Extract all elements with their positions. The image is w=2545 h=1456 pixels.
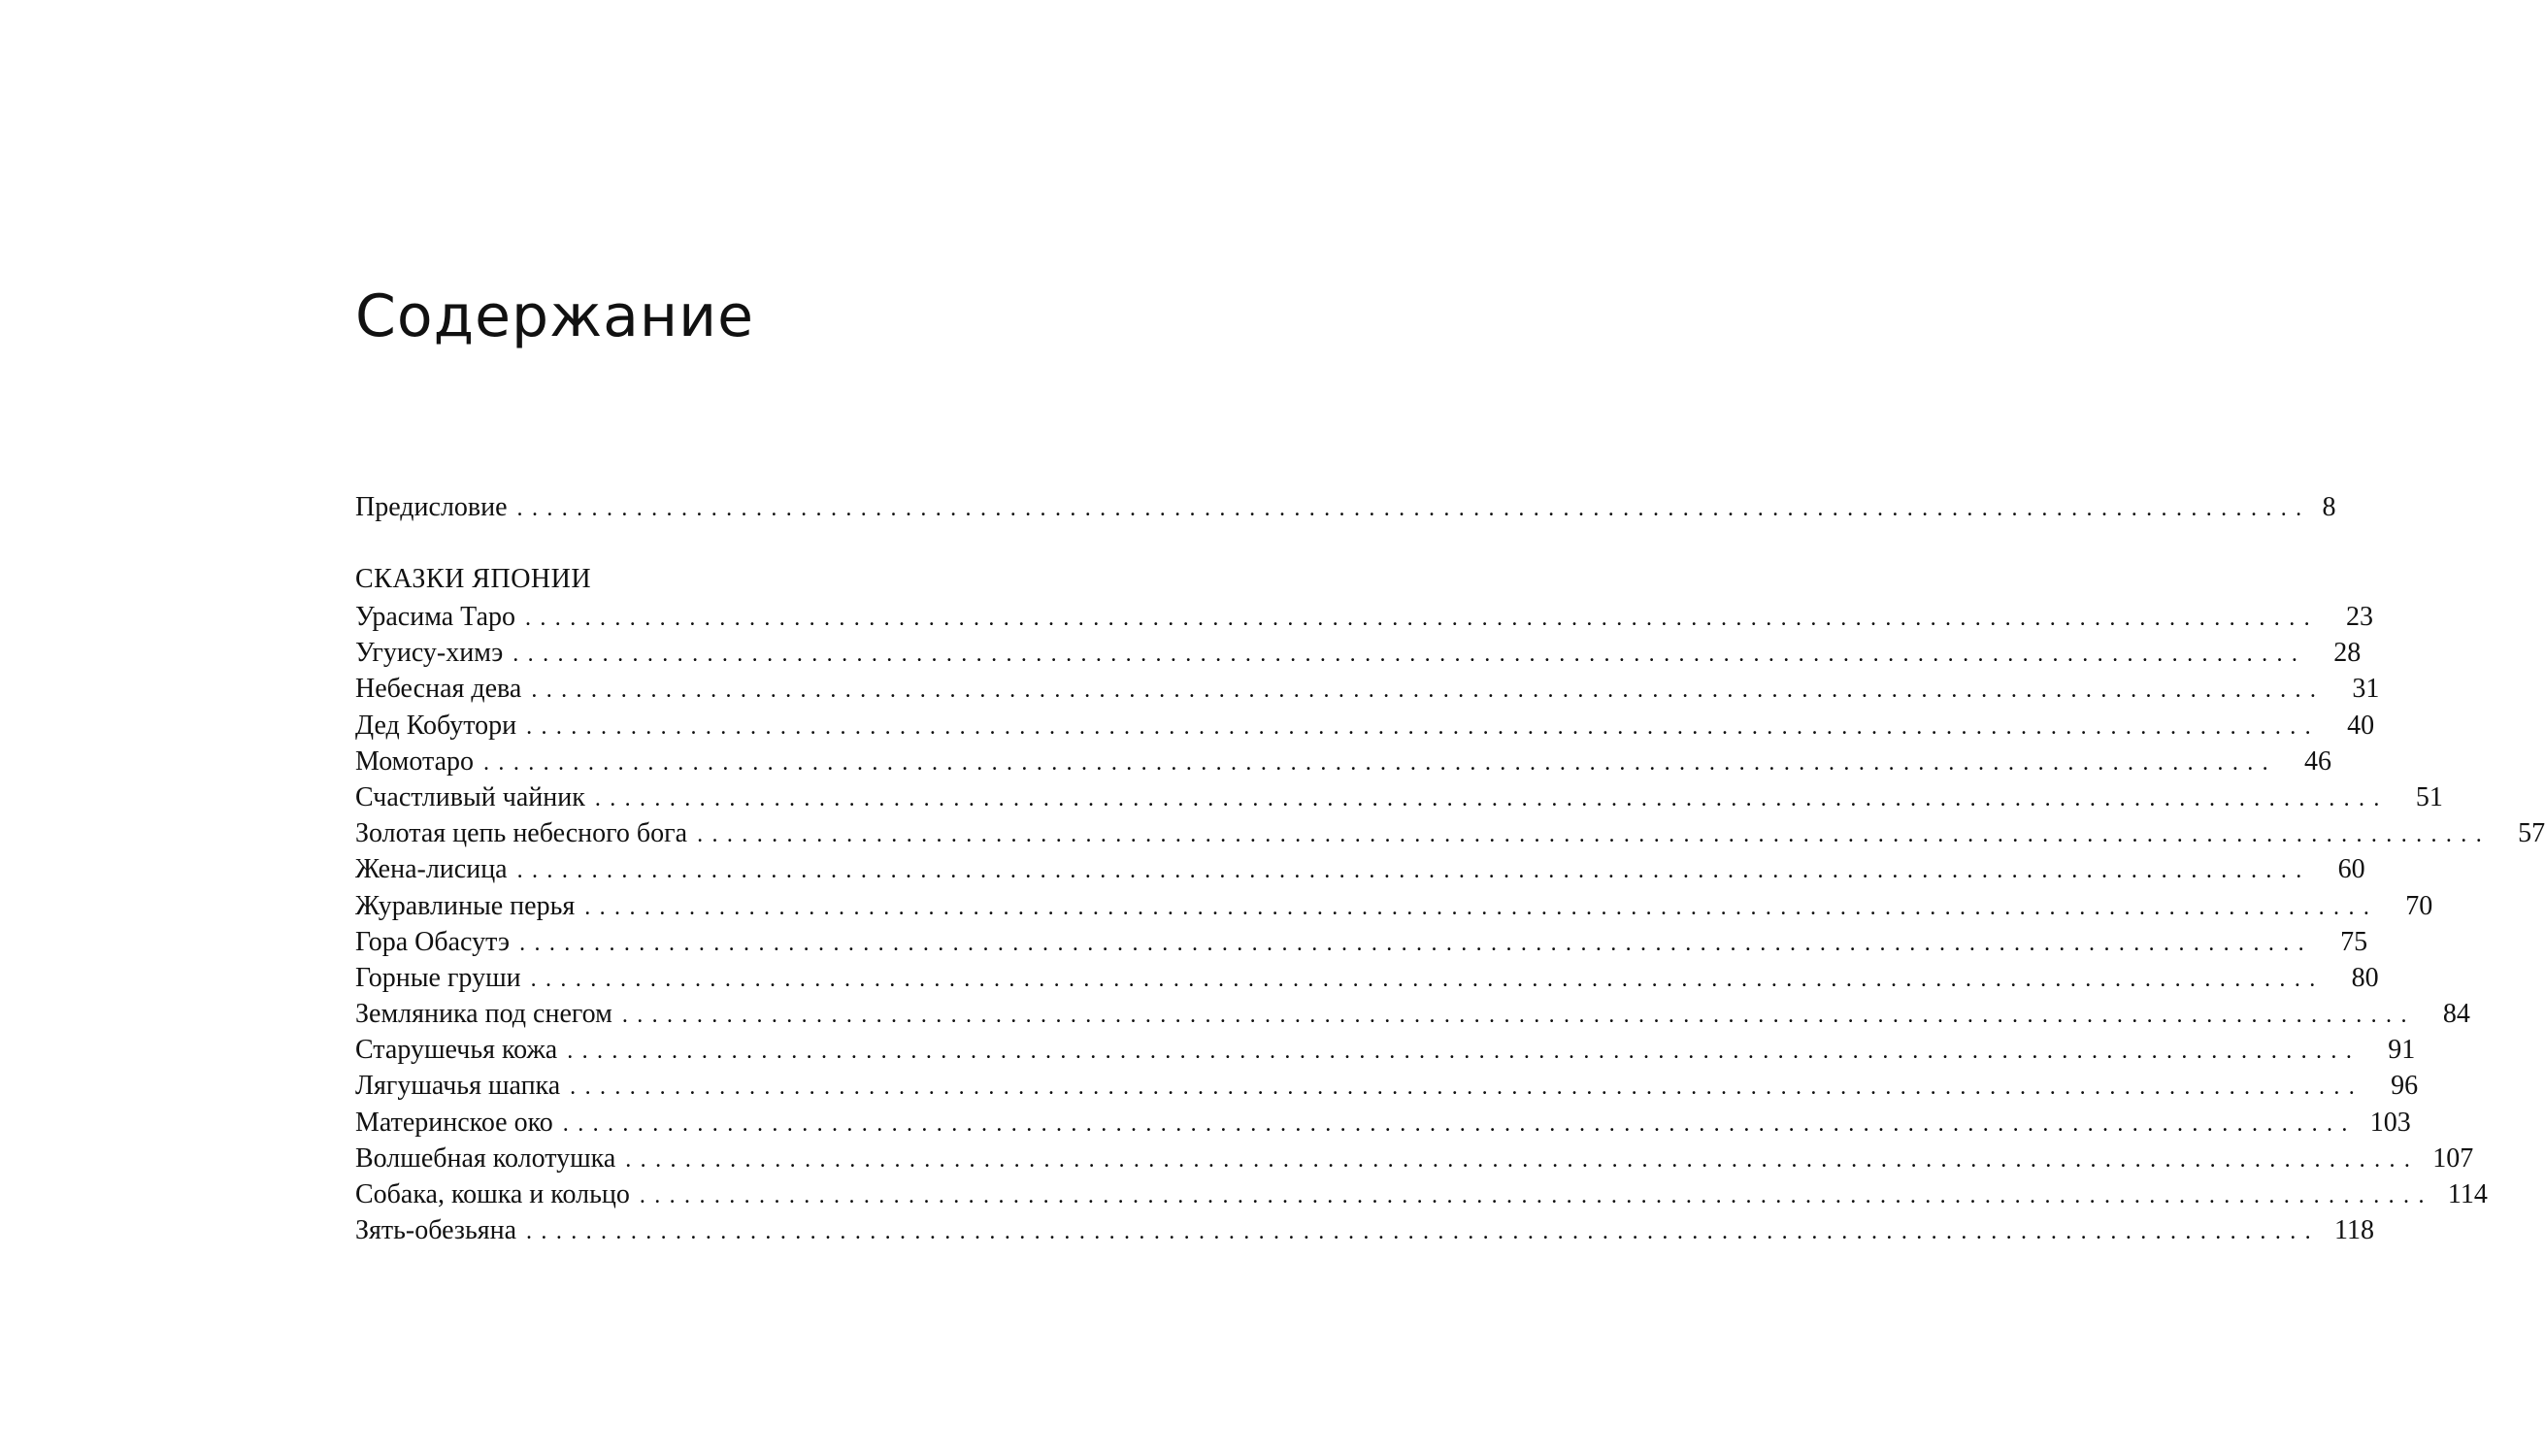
toc-entry-page: 23 xyxy=(2346,602,2373,632)
toc-entry-page: 28 xyxy=(2333,638,2362,669)
toc-section-japan xyxy=(355,560,2545,1248)
toc-entry-title: Земляника под снегом xyxy=(355,999,612,1030)
toc-entry-title: Волшебная колотушка xyxy=(355,1142,616,1174)
toc-entry[interactable] xyxy=(355,599,2373,635)
toc-entry-title: Журавлиные перья xyxy=(355,890,576,921)
dot-leader: ........................................................................................................................ xyxy=(526,713,2321,740)
toc-entry-title: Дед Кобутори xyxy=(355,710,517,741)
toc-entry-page: 96 xyxy=(2391,1071,2419,1102)
toc-entry-title: Небесная дева xyxy=(355,674,522,705)
preface-block xyxy=(355,488,2336,527)
toc-entry-title: Жена-лисица xyxy=(355,854,508,885)
toc-entry[interactable] xyxy=(355,924,2368,960)
toc-entry-page: 70 xyxy=(2405,890,2433,921)
toc-entry-page: 51 xyxy=(2415,781,2443,812)
toc-entry[interactable] xyxy=(355,888,2433,924)
toc-entry-page: 75 xyxy=(2340,926,2368,957)
dot-leader: ........................................................................................................................ xyxy=(531,678,2326,704)
toc-entry[interactable] xyxy=(355,744,2332,779)
toc-entry[interactable] xyxy=(355,1068,2419,1104)
toc-entry-title: Момотаро xyxy=(355,745,475,777)
toc-list xyxy=(355,599,2545,1248)
dot-leader: ........................................................................................................................ xyxy=(483,749,2278,776)
toc-entry-title: Зять-обезьяна xyxy=(355,1215,517,1246)
toc-entry-page: 31 xyxy=(2352,674,2380,705)
toc-entry-title: Счастливый чайник xyxy=(355,781,585,812)
toc-entry-page: 103 xyxy=(2369,1107,2411,1138)
toc-entry-title: Угуису-химэ xyxy=(355,638,504,669)
toc-entry-page: 40 xyxy=(2347,710,2375,741)
toc-entry[interactable] xyxy=(355,1176,2488,1212)
toc-entry[interactable] xyxy=(355,779,2443,815)
toc-entry-title: Гора Обасутэ xyxy=(355,926,511,957)
toc-entry-title: Собака, кошка и кольцо xyxy=(355,1179,630,1209)
toc-entry-page: 114 xyxy=(2447,1179,2488,1209)
dot-leader: ........................................................................................................................ xyxy=(584,894,2379,920)
dot-leader: ........................................................................................................................ xyxy=(570,1075,2364,1101)
toc-entry-title: Золотая цепь небесного бога xyxy=(355,818,688,849)
toc-entry[interactable] xyxy=(355,708,2375,744)
dot-leader: ........................................................................................................................ xyxy=(516,858,2311,884)
dot-leader: ........................................................................................................................ xyxy=(516,496,2311,521)
toc-entry-page: 118 xyxy=(2334,1215,2375,1246)
dot-leader: ........................................................................................................................ xyxy=(625,1146,2420,1173)
toc-entry-title: Старушечья кожа xyxy=(355,1035,558,1066)
dot-leader: ........................................................................................................................ xyxy=(639,1183,2433,1208)
toc-entry[interactable] xyxy=(355,960,2379,996)
toc-entry-title: Урасима Таро xyxy=(355,602,515,632)
toc-entry[interactable] xyxy=(355,851,2365,887)
dot-leader: ........................................................................................................................ xyxy=(567,1039,2362,1065)
dot-leader: ........................................................................................................................ xyxy=(697,822,2492,848)
toc-entry-page: 80 xyxy=(2351,962,2379,993)
toc-entry[interactable] xyxy=(355,635,2362,671)
toc-entry-page: 84 xyxy=(2442,999,2470,1030)
toc-entry-page: 57 xyxy=(2518,818,2545,849)
section-heading: СКАЗКИ ЯПОНИИ xyxy=(355,564,592,594)
dot-leader: ........................................................................................................................ xyxy=(525,606,2319,631)
toc-entry-page: 46 xyxy=(2304,745,2332,777)
toc-entry-page: 60 xyxy=(2337,854,2365,885)
toc-entry[interactable] xyxy=(355,1212,2375,1248)
toc-entry-title: Предисловие xyxy=(355,492,508,522)
toc-entry-title: Лягушачья шапка xyxy=(355,1071,561,1102)
dot-leader: ........................................................................................................................ xyxy=(562,1110,2357,1137)
dot-leader: ........................................................................................................................ xyxy=(621,1003,2416,1029)
toc-entry-page: 8 xyxy=(2322,492,2336,522)
toc-entry[interactable] xyxy=(355,1032,2416,1068)
dot-leader: ........................................................................................................................ xyxy=(526,1219,2321,1245)
page-title: Содержание xyxy=(355,282,755,350)
toc-entry[interactable] xyxy=(355,815,2545,851)
dot-leader: ........................................................................................................................ xyxy=(519,930,2314,956)
toc-entry-title: Горные груши xyxy=(355,962,521,993)
toc-entry-preface[interactable] xyxy=(355,488,2336,527)
dot-leader: ........................................................................................................................ xyxy=(594,785,2389,811)
toc-entry[interactable] xyxy=(355,1141,2474,1176)
dot-leader: ........................................................................................................................ xyxy=(530,966,2325,992)
toc-entry[interactable] xyxy=(355,996,2470,1032)
dot-leader: ........................................................................................................................ xyxy=(512,642,2307,668)
toc-entry-title: Материнское око xyxy=(355,1107,553,1138)
toc-entry[interactable] xyxy=(355,1105,2411,1141)
toc-entry[interactable] xyxy=(355,671,2380,707)
toc-entry-page: 91 xyxy=(2388,1035,2416,1066)
toc-entry-page: 107 xyxy=(2432,1142,2474,1174)
